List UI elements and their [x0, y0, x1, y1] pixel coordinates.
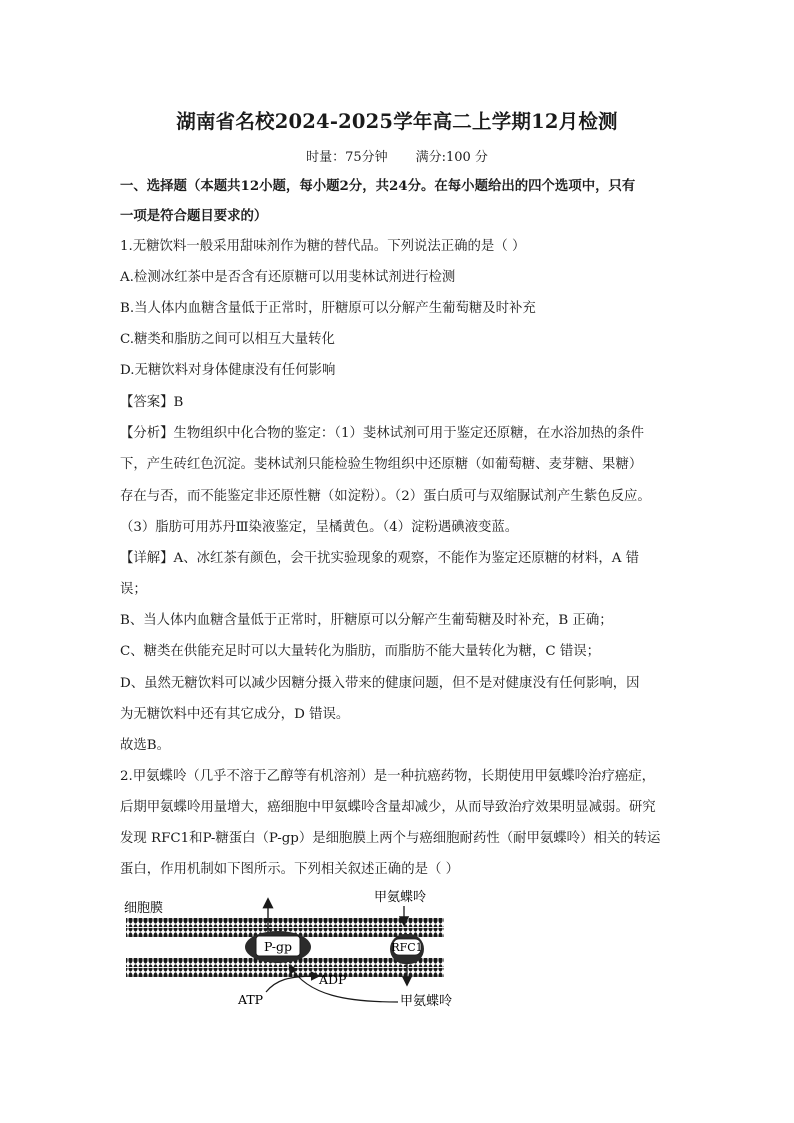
atp-label: ATP — [238, 992, 264, 1007]
section-heading: 一、选择题（本题共12小题，每小题2分，共24分。在每小题给出的四个选项中，只有 — [120, 178, 636, 194]
p-gp-transporter — [245, 931, 311, 963]
membrane-diagram — [118, 884, 468, 1012]
exam-time: 时量：75分钟 — [306, 150, 388, 165]
q1-detail-line: 【详解】A、冰红茶有颜色，会干扰实验现象的观察，不能作为鉴定还原糖的材料，A 错 — [120, 551, 640, 566]
question-2-stem: 蛋白，作用机制如下图所示。下列相关叙述正确的是（ ） — [120, 862, 460, 877]
q1-option-a: A.检测冰红茶中是否含有还原糖可以用斐林试剂进行检测 — [120, 270, 456, 285]
drug-label-top: 甲氨蝶呤 — [374, 890, 427, 905]
drug-label-bottom: 甲氨蝶呤 — [400, 994, 453, 1009]
exam-score: 满分:100 分 — [415, 150, 488, 165]
q1-option-c: C.糖类和脂肪之间可以相互大量转化 — [120, 332, 335, 347]
q1-detail-line: 为无糖饮料中还有其它成分，D 错误。 — [120, 707, 350, 722]
membrane-label: 细胞膜 — [124, 901, 164, 916]
page-title: 湖南省名校2024-2025学年高二上学期12月检测 — [176, 110, 618, 133]
q1-option-d: D.无糖饮料对身体健康没有任何影响 — [120, 363, 336, 378]
question-1-stem: 1.无糖饮料一般采用甜味剂作为糖的替代品。下列说法正确的是（ ） — [120, 239, 526, 254]
q1-detail-line: D、虽然无糖饮料可以减少因糖分摄入带来的健康问题，但不是对健康没有任何影响，因 — [120, 676, 640, 691]
q1-analysis-line: 下，产生砖红色沉淀。斐林试剂只能检验生物组织中还原糖（如葡萄糖、麦芽糖、果糖） — [120, 457, 643, 472]
q1-analysis-line: 【分析】生物组织中化合物的鉴定：（1）斐林试剂可用于鉴定还原糖，在水浴加热的条件 — [120, 426, 645, 441]
q1-detail-line: B、当人体内血糖含量低于正常时，肝糖原可以分解产生葡萄糖及时补充，B 正确； — [120, 613, 613, 628]
q1-detail-line: C、糖类在供能充足时可以大量转化为脂肪，而脂肪不能大量转化为糖，C 错误； — [120, 644, 601, 659]
question-2-stem: 2.甲氨蝶呤（几乎不溶于乙醇等有机溶剂）是一种抗癌药物，长期使用甲氨蝶呤治疗癌症， — [120, 769, 656, 784]
q1-detail-line: 误； — [120, 582, 147, 597]
q1-conclusion: 故选B。 — [120, 738, 171, 753]
section-heading-cont: 一项是符合题目要求的） — [120, 208, 268, 224]
atp-hydrolysis-arrow — [266, 976, 318, 992]
p-gp-label: P-gp — [264, 939, 292, 954]
q1-analysis-line: （3）脂肪可用苏丹Ⅲ染液鉴定，呈橘黄色。（4）淀粉遇碘液变蓝。 — [120, 520, 519, 535]
q1-option-b: B.当人体内血糖含量低于正常时，肝糖原可以分解产生葡萄糖及时补充 — [120, 301, 536, 316]
rfc1-transporter — [390, 934, 424, 964]
question-2-stem: 发现 RFC1和P-糖蛋白（P-gp）是细胞膜上两个与癌细胞耐药性（耐甲氨蝶呤）相关的转运 — [120, 831, 661, 846]
rfc1-label: RFC1 — [391, 941, 423, 954]
question-2-stem: 后期甲氨蝶呤用量增大，癌细胞中甲氨蝶呤含量却减少，从而导致治疗效果明显减弱。研究 — [120, 800, 656, 815]
q1-analysis-line: 存在与否，而不能鉴定非还原性糖（如淀粉）。（2）蛋白质可与双缩脲试剂产生紫色反应。 — [120, 489, 651, 504]
exam-info — [0, 146, 794, 165]
q1-answer: 【答案】B — [120, 395, 184, 410]
adp-label: ADP — [319, 972, 347, 987]
